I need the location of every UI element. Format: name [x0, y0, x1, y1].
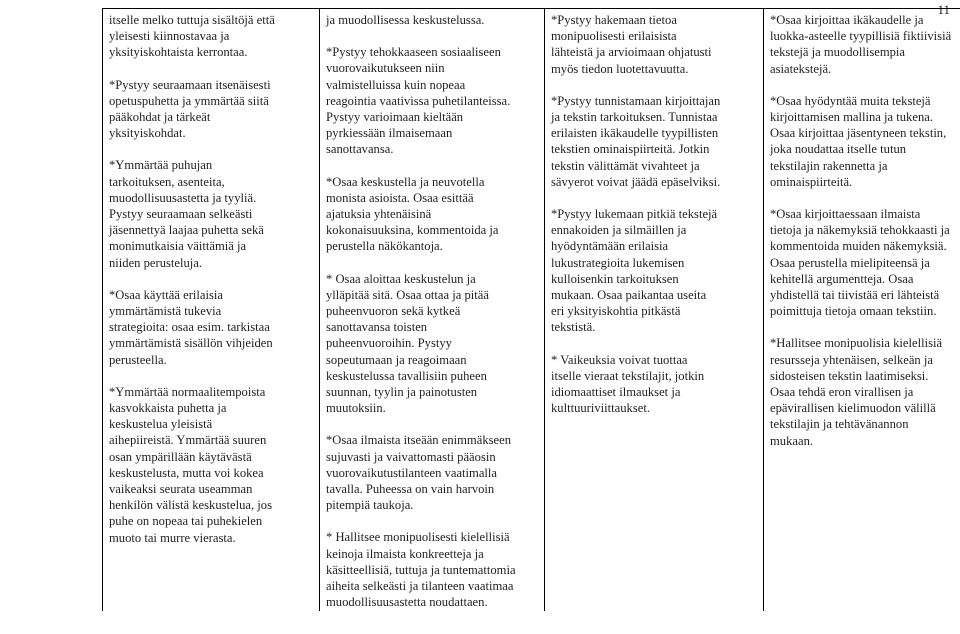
criteria-table: [102, 8, 960, 611]
text-line: sidosteisen tekstin laatimiseksi.: [770, 368, 929, 383]
table-row: [103, 9, 960, 611]
paragraph: [551, 93, 757, 190]
text-line: epävirallisen kielimuodon välillä: [770, 401, 936, 416]
text-line: monipuolisesti erilaisista: [551, 29, 677, 44]
text-line: itselle vieraat tekstilajit, jotkin: [551, 368, 705, 383]
table-cell-reading: [545, 9, 764, 611]
paragraph: [109, 157, 313, 270]
text-line: tekstin välittämät vivahteet ja: [551, 158, 700, 173]
text-line: Pystyy varioimaan kieltään: [326, 110, 464, 125]
text-line: valmistelluissa kuin nopeaa: [326, 77, 466, 92]
text-line: aihepiireistä. Ymmärtää suuren: [109, 433, 267, 448]
text-line: luokka-asteelle tyypillisiä fiktiivisiä: [770, 29, 952, 44]
text-line: tekstien ominaispiirteitä. Jotkin: [551, 142, 710, 157]
text-line: tekstistä.: [551, 320, 596, 335]
text-line: * Osaa aloittaa keskustelun ja: [326, 271, 476, 286]
page-number: 11: [937, 2, 950, 17]
text-line: sopeutumaan ja reagoimaan: [326, 352, 467, 367]
text-line: sanottavansa toisten: [326, 320, 428, 335]
text-line: ennakoiden ja silmäillen ja: [551, 223, 687, 238]
text-line: Pystyy seuraamaan selkeästi: [109, 207, 253, 222]
text-line: joka noudattaa itselle tutun: [770, 142, 907, 157]
text-line: vuorovaikutukseen niin: [326, 61, 445, 76]
paragraph: [770, 93, 960, 190]
text-line: *Osaa ilmaista itseään enimmäkseen: [326, 433, 511, 448]
text-line: monimutkaisia väittämiä ja: [109, 239, 247, 254]
paragraph: [326, 12, 538, 28]
text-line: muodollisuusastetta noudattaen.: [326, 595, 488, 610]
text-line: *Osaa keskustella ja neuvotella: [326, 174, 485, 189]
text-line: ylläpitää sitä. Osaa ottaa ja pitää: [326, 287, 489, 302]
text-line: erilaisten ikäkaudelle tyypillisten: [551, 126, 719, 141]
text-line: eri yksityiskohtia pitkästä: [551, 304, 681, 319]
text-line: hyödyntämään erilaisia: [551, 239, 669, 254]
text-line: *Osaa kirjoittaa ikäkaudelle ja: [770, 13, 924, 27]
text-line: lukustrategioita lukemisen: [551, 255, 685, 270]
text-line: vuorovaikutustilanteen vaatimalla: [326, 465, 498, 480]
text-line: ymmärtämistä tukevia: [109, 304, 222, 319]
text-line: muutoksiin.: [326, 401, 386, 416]
text-line: osan ympärillään käytävästä: [109, 449, 252, 464]
paragraph: [326, 174, 538, 255]
text-line: kulttuuriviittaukset.: [551, 401, 650, 416]
text-line: strategioita: osaa esim. tarkistaa: [109, 320, 270, 335]
text-line: puheenvuoroihin. Pystyy: [326, 336, 452, 351]
text-line: *Pystyy lukemaan pitkiä tekstejä: [551, 207, 718, 222]
text-line: mukaan. Osaa paikantaa useita: [551, 288, 707, 303]
table-cell-listening: [103, 9, 320, 611]
text-line: *Pystyy hakemaan tietoa: [551, 13, 677, 27]
text-line: puheenvuoron sekä kytkeä: [326, 304, 461, 319]
text-line: kehitellä argumentteja. Osaa: [770, 271, 914, 286]
paragraph: [770, 206, 960, 319]
text-line: itselle melko tuttuja sisältöjä että: [109, 13, 275, 27]
text-line: *Pystyy tunnistamaan kirjoittajan: [551, 93, 721, 108]
text-line: perusteella.: [109, 352, 167, 367]
text-line: reagointia vaativissa puhetilanteissa.: [326, 93, 511, 108]
paragraph: [770, 12, 960, 77]
text-line: * Vaikeuksia voivat tuottaa: [551, 352, 688, 367]
text-line: yleisesti kiinnostavaa ja: [109, 29, 230, 44]
text-line: pitempiä taukoja.: [326, 498, 414, 513]
text-line: tekstejä ja muodollisempia: [770, 45, 906, 60]
text-line: tarkoituksen, asenteita,: [109, 174, 225, 189]
text-line: *Pystyy seuraamaan itsenäisesti: [109, 77, 271, 92]
text-line: Osaa perustella mielipiteensä ja: [770, 255, 930, 270]
text-line: *Hallitsee monipuolisia kielellisiä: [770, 336, 943, 351]
text-line: monista asioista. Osaa esittää: [326, 190, 474, 205]
text-line: idiomaattiset ilmaukset ja: [551, 385, 681, 400]
text-line: ominaispiirteitä.: [770, 174, 853, 189]
text-line: yhdistellä tai tiivistää eri lähteistä: [770, 288, 940, 303]
text-line: poimittuja tietoja omaan tekstiin.: [770, 304, 937, 319]
text-line: keskustelua yleisistä: [109, 417, 213, 432]
text-line: kasvokkaista puhetta ja: [109, 401, 227, 416]
text-line: perustella näkökantoja.: [326, 239, 443, 254]
paragraph: [109, 384, 313, 546]
text-line: mukaan.: [770, 433, 814, 448]
text-line: keinoja ilmaista konkreetteja ja: [326, 546, 484, 561]
paragraph: [109, 77, 313, 142]
text-line: sujuvasti ja vaivattomasti pääosin: [326, 449, 496, 464]
text-line: yksityiskohtaista kerrontaa.: [109, 45, 248, 60]
text-line: ajatuksia yhtenäisinä: [326, 207, 432, 222]
paragraph: [551, 206, 757, 336]
text-line: tietoja ja näkemyksiä tehokkaasti ja: [770, 223, 950, 238]
text-line: ja muodollisessa keskustelussa.: [326, 13, 485, 27]
text-line: kokonaisuuksina, kommentoida ja: [326, 223, 499, 238]
text-line: henkilön välistä keskustelua, jos: [109, 498, 272, 513]
paragraph: [326, 271, 538, 417]
paragraph: [109, 12, 313, 61]
text-line: myös tiedon luotettavuutta.: [551, 61, 689, 76]
text-line: Osaa tehdä eron virallisen ja: [770, 385, 914, 400]
text-line: suunnan, tyylin ja painotusten: [326, 385, 478, 400]
text-line: pyrkiessään ilmaisemaan: [326, 126, 453, 141]
text-line: opetuspuhetta ja ymmärtää siitä: [109, 93, 269, 108]
text-line: kulloisenkin tarkoituksen: [551, 271, 679, 286]
table-cell-writing: [764, 9, 960, 611]
text-line: puhe on nopeaa tai puhekielen: [109, 514, 263, 529]
text-line: *Ymmärtää puhujan: [109, 158, 213, 173]
text-line: sanottavansa.: [326, 142, 394, 157]
text-line: käsitteellisiä, tuttuja ja tuntemattomia: [326, 562, 516, 577]
text-line: Osaa kirjoittaa jäsentyneen tekstin,: [770, 126, 947, 141]
text-line: * Hallitsee monipuolisesti kielellisiä: [326, 530, 510, 545]
text-line: *Ymmärtää normaalitempoista: [109, 384, 266, 399]
text-line: muoto tai murre vierasta.: [109, 530, 236, 545]
text-line: niiden perusteluja.: [109, 255, 203, 270]
text-line: sävyerot voivat jäädä epäselviksi.: [551, 174, 721, 189]
text-line: *Osaa kirjoittaessaan ilmaista: [770, 207, 921, 222]
text-line: tekstilajin rakennetta ja: [770, 158, 888, 173]
paragraph: [551, 12, 757, 77]
paragraph: [770, 335, 960, 448]
text-line: pääkohdat ja tärkeät: [109, 110, 211, 125]
text-line: asiatekstejä.: [770, 61, 832, 76]
text-line: *Osaa hyödyntää muita tekstejä: [770, 93, 931, 108]
paragraph: [326, 44, 538, 157]
text-line: yksityiskohdat.: [109, 126, 186, 141]
text-line: resursseja yhtenäisen, selkeän ja: [770, 352, 933, 367]
text-line: jäsennettyä laajaa puhetta sekä: [109, 223, 264, 238]
text-line: tavalla. Puheessa on vain harvoin: [326, 482, 495, 497]
text-line: vaikeaksi seurata useamman: [109, 482, 253, 497]
paragraph: [326, 529, 538, 610]
text-line: ymmärtämistä sisällön vihjeiden: [109, 336, 273, 351]
table-cell-speaking: [320, 9, 545, 611]
paragraph: [551, 352, 757, 417]
text-line: ja tekstin tarkoituksen. Tunnistaa: [551, 110, 718, 125]
text-line: keskustelussa tavallisiin puheen: [326, 368, 487, 383]
text-line: kirjoittamisen mallina ja tukena.: [770, 110, 933, 125]
text-line: tekstilajin ja tehtävänannon: [770, 417, 909, 432]
text-line: muodollisuusastetta ja tyyliä.: [109, 190, 257, 205]
text-line: keskustelusta, mutta voi kokea: [109, 465, 264, 480]
paragraph: [109, 287, 313, 368]
text-line: kommentoida muiden näkemyksiä.: [770, 239, 947, 254]
paragraph: [326, 432, 538, 513]
text-line: lähteistä ja arvioimaan ohjatusti: [551, 45, 712, 60]
text-line: *Pystyy tehokkaaseen sosiaaliseen: [326, 45, 501, 60]
text-line: aiheita selkeästi ja tilanteen vaatimaa: [326, 579, 514, 594]
text-line: *Osaa käyttää erilaisia: [109, 287, 223, 302]
